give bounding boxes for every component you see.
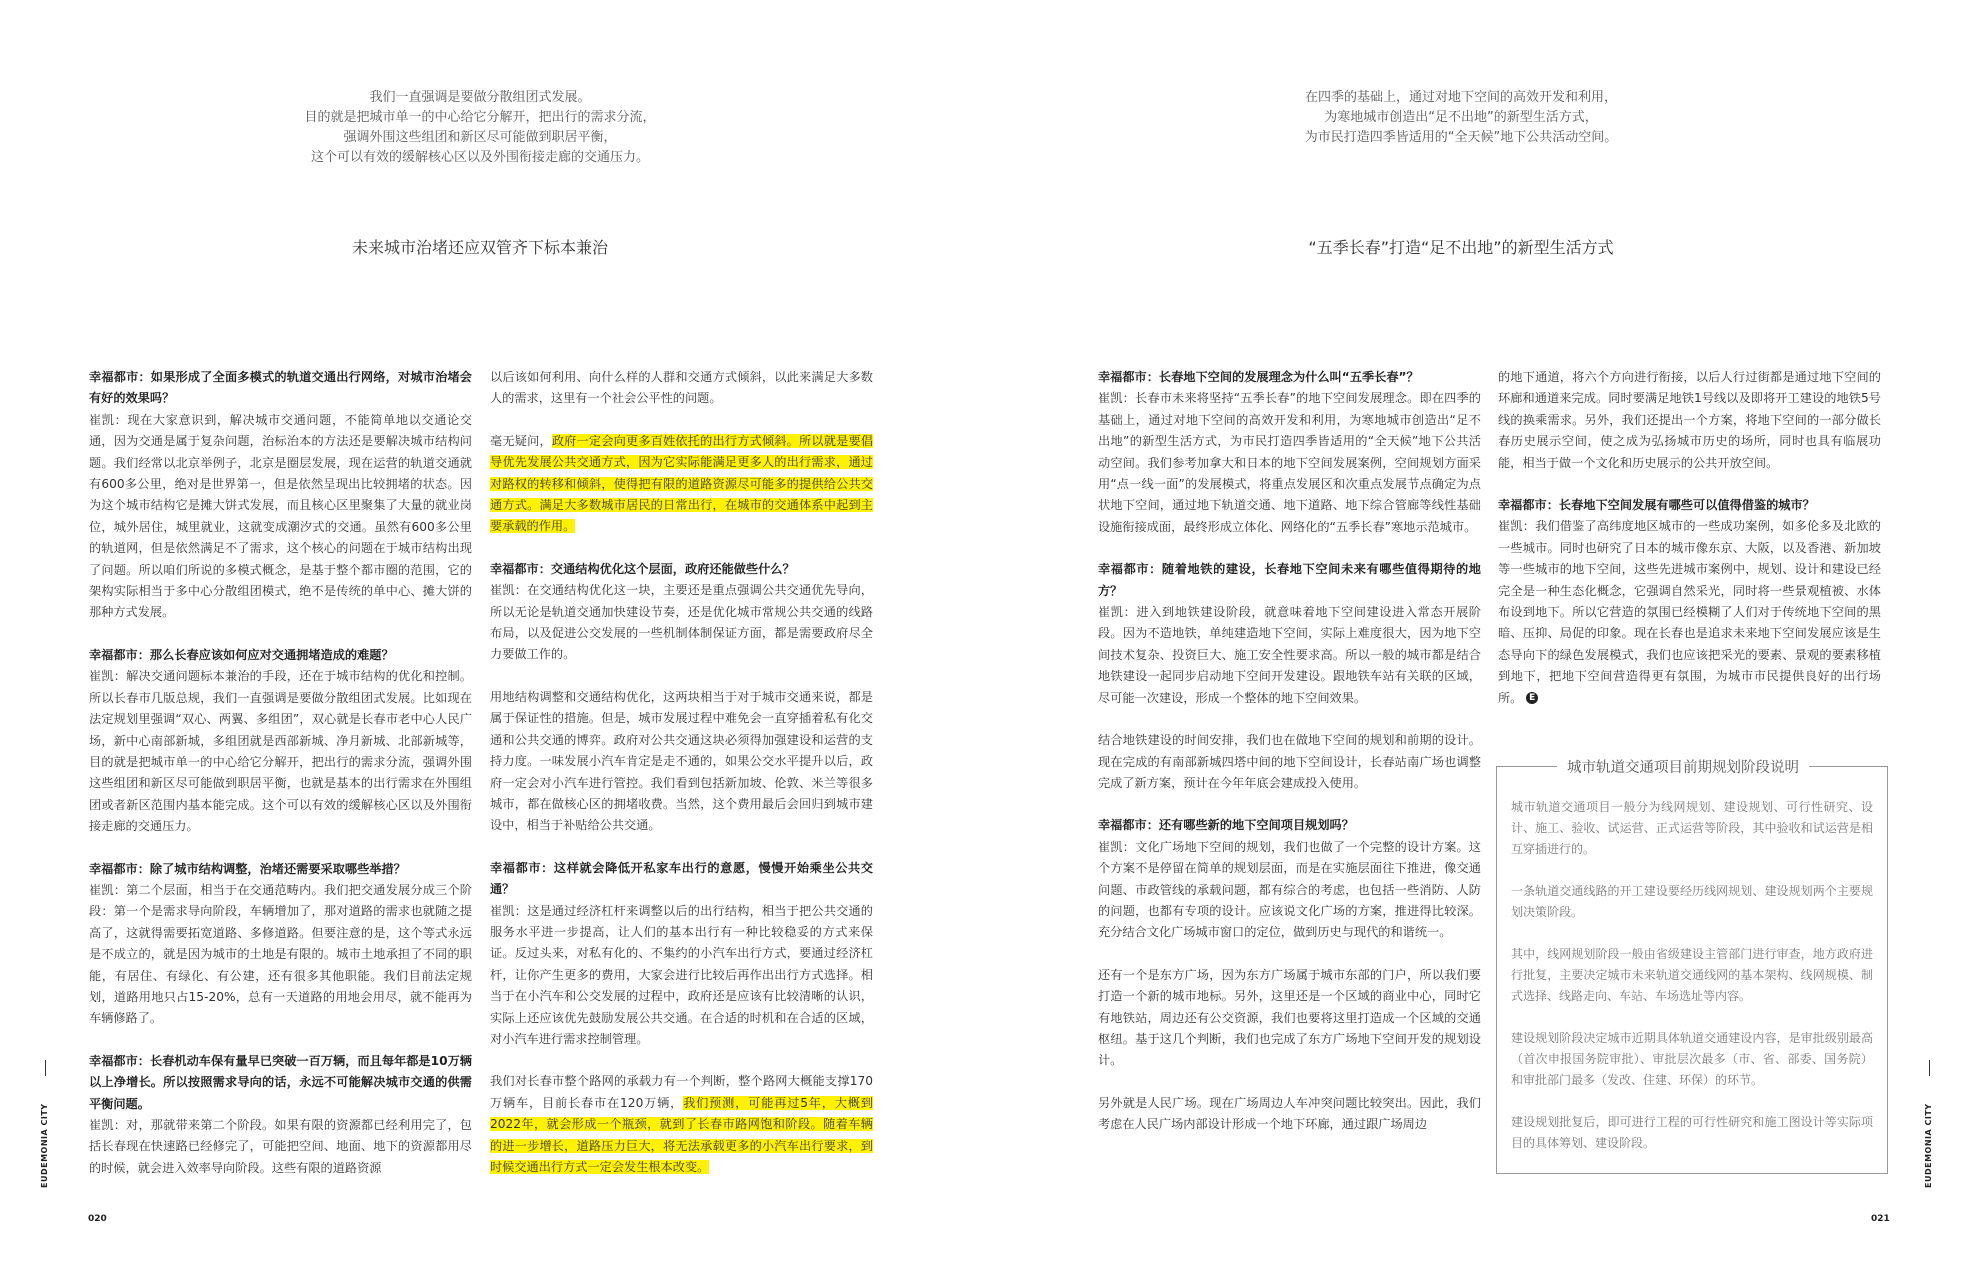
- interview-question: 幸福都市：如果形成了全面多模式的轨道交通出行网络，对城市治堵会有好的效果吗？: [89, 370, 472, 406]
- body-paragraph: [490, 431, 873, 538]
- interview-answer: 崔凯：第二个层面，相当于在交通范畴内。我们把交通发展分成三个阶段：第一个是需求导向阶段，车辆增加了，那对道路的需求也就随之提高了，这就得需要拓宽道路、多修道路。但要注意的是，这个等式永远是不成立的，就是因为城市的土地是有限的。城市土地承担了不同的职能，有居住、有绿化、有公建，还有很多其他职能。我们目前法定规划，道路用地只占15-20%，总有一天道路的用地会用尽，就不能再为车辆修路了。: [89, 882, 472, 1026]
- pull-quote-line: 这个可以有效的缓解核心区以及外围衔接走廊的交通压力。: [310, 150, 649, 165]
- interview-answer: 崔凯：解决交通问题标本兼治的手段，还在于城市结构的优化和控制。所以长春市几版总规，我们一直强调是要做分散组团式发展。比如现在法定规划里强调“双心、两翼、多组团”，双心就是长春市老中心人民广场，新中心南部新城，多组团就是西部新城、净月新城、北部新城等，目的就是把城市单一的中心给它分解开，把出行的需求分流，强调外围这些组团和新区尽可能做到职居平衡，也就是基本的出行需求在外围组团或者新区范围内基本能完成。这个可以有效的缓解核心区以及外围衔接走廊的交通压力。: [89, 669, 472, 834]
- sidebar-paragraph: 建设规划阶段决定城市近期具体轨道交通建设内容，是审批级别最高（首次申报国务院审批）、审批层次最多（市、省、部委、国务院）和审批部门最多（发改、住建、环保）的环节。: [1511, 1031, 1873, 1087]
- interview-qa: [1098, 815, 1481, 943]
- right-column-1: [1098, 367, 1481, 1157]
- folio-magazine-name: EUDEMONIA CITY: [40, 1103, 49, 1188]
- body-paragraph: 的地下通道，将六个方向进行衔接，以后人行过街都是通过地下空间的环廊和通道来完成。同时要满足地铁1号线以及即将开工建设的地铁5号线的换乘需求。另外，我们还提出一个方案，将地下空间的一部分做长春历史展示空间，使之成为弘扬城市历史的场所，同时也具有临展功能，相当于做一个文化和历史展示的公共开放空间。: [1498, 370, 1881, 470]
- end-of-article-icon: E: [1526, 692, 1538, 704]
- sidebar-title: 城市轨道交通项目前期规划阶段说明: [1557, 756, 1809, 777]
- interview-answer: 崔凯：这是通过经济杠杆来调整以后的出行结构，相当于把公共交通的服务水平进一步提高，让人们的基本出行有一种比较稳妥的方式来保证。反过头来，对私有化的、不集约的小汽车出行方式，要通过经济杠杆，让你产生更多的费用，大家会进行比较后再作出出行方式选择。相当于在小汽车和公交发展的过程中，政府还是应该有比较清晰的认识，实际上还应该优先鼓励发展公共交通。在合适的时机和在合适的区域，对小汽车进行需求控制管理。: [490, 903, 873, 1046]
- interview-question: 幸福都市：那么长春应该如何应对交通拥堵造成的难题？: [89, 647, 394, 662]
- interview-qa: [89, 859, 472, 1030]
- sidebar-paragraph: 其中，线网规划阶段一般由省级建设主管部门进行审查，地方政府进行批复，主要决定城市未来轨道交通线网的基本架构、线网规模、制式选择、线路走向、车站、车场选址等内容。: [1511, 947, 1873, 1003]
- interview-question: 幸福都市：长春地下空间发展有哪些可以值得借鉴的城市？: [1498, 498, 1815, 513]
- interview-qa: [490, 559, 873, 666]
- interview-question: 幸福都市：随着地铁的建设，长春地下空间未来有哪些值得期待的地方？: [1098, 562, 1481, 598]
- folio-magazine-name: EUDEMONIA CITY: [1924, 1103, 1933, 1188]
- body-text: 我们对长春市整个路网的承载力有一个判断，整个路网大概能支撑170万辆车，目前长春市在120万辆，: [490, 1074, 873, 1110]
- left-column-2: [490, 367, 873, 1199]
- folio-rule: [1929, 1060, 1930, 1076]
- interview-question: 幸福都市：除了城市结构调整，治堵还需要采取哪些举措？: [89, 861, 406, 876]
- highlighted-text: 我们预测，可能再过5年，大概到2022年，就会形成一个瓶颈，就到了长春市路网饱和阶段。随着车辆的进一步增长，道路压力巨大，将无法承载更多的小汽车出行要求，到时候交通出行方式一定会发生根本改变。: [490, 1095, 873, 1174]
- right-section-title: “五季长春”打造“足不出地”的新型生活方式: [1308, 238, 1614, 257]
- pull-quote-line: 为市民打造四季皆适用的“全天候”地下公共活动空间。: [1304, 130, 1618, 145]
- page-number: 021: [1871, 1214, 1890, 1224]
- page-number: 020: [88, 1214, 107, 1224]
- sidebar-body: [1511, 797, 1873, 1175]
- pull-quote-line: 在四季的基础上，通过对地下空间的高效开发和利用，: [1304, 90, 1617, 105]
- sidebar-paragraph: 建设规划批复后，即可进行工程的可行性研究和施工图设计等实际项目的具体筹划、建设阶段。: [1511, 1115, 1873, 1150]
- interview-question: 幸福都市：还有哪些新的地下空间项目规划吗？: [1098, 818, 1354, 833]
- pull-quote-line: 为寒地城市创造出“足不出地”的新型生活方式，: [1324, 110, 1598, 125]
- interview-answer: 崔凯：进入到地铁建设阶段，就意味着地下空间建设进入常态开展阶段。因为不造地铁，单纯建造地下空间，实际上难度很大，因为地下空间技术复杂、投资巨大、施工安全性要求高。所以一般的城市都是结合地铁建设一起同步启动地下空间开发建设。跟地铁车站有关联的区域，尽可能一次建设，形成一个整体的地下空间效果。: [1098, 605, 1481, 705]
- interview-answer: 崔凯：对，那就带来第二个阶段。如果有限的资源都已经利用完了，包括长春现在快速路已经修完了，可能把空间、地面、地下的资源都用尽的时候，就会进入效率导向阶段。这些有限的道路资源: [89, 1118, 472, 1175]
- interview-question: 幸福都市：长春地下空间的发展理念为什么叫“五季长春”？: [1098, 370, 1419, 384]
- body-paragraph: [490, 1071, 873, 1178]
- interview-qa: [89, 1051, 472, 1179]
- interview-answer: 崔凯：长春市未来将坚持“五季长春”的地下空间发展理念。即在四季的基础上，通过对地下空间的高效开发和利用，为寒地城市创造出“足不出地”的新型生活方式，为市民打造四季皆适用的“全天候”地下公共活动空间。我们参考加拿大和日本的地下空间发展案例，空间规划方面采用“点一线一面”的发展模式，将重点发展区和次重点发展节点确定为点状地下空间，通过地下轨道交通、地下道路、地下综合管廊等线性基础设施衔接成面，最终形成立体化、网络化的“五季长春”寒地示范城市。: [1098, 391, 1481, 534]
- left-pull-quote: [250, 88, 710, 168]
- left-section-title: 未来城市治堵还应双管齐下标本兼治: [351, 238, 608, 257]
- interview-answer: 崔凯：在交通结构优化这一块，主要还是重点强调公共交通优先导向，所以无论是轨道交通加快建设节奏，还是优化城市常规公共交通的线路布局，以及促进公交发展的一些机制体制保证方面，都是需要政府尽全力要做工作的。: [490, 583, 873, 662]
- interview-qa: [490, 858, 873, 1051]
- interview-answer: 崔凯：文化广场地下空间的规划，我们也做了一个完整的设计方案。这个方案不是停留在简单的规划层面，而是在实施层面往下推进，像交通问题、市政管线的承载问题，都有综合的考虑，也包括一些消防、人防的问题，也都有专项的设计。应该说文化广场的方案，推进得比较深。充分结合文化广场城市窗口的定位，做到历史与现代的和谐统一。: [1098, 839, 1481, 940]
- interview-answer: 崔凯：我们借鉴了高纬度地区城市的一些成功案例，如多伦多及北欧的一些城市。同时也研究了日本的城市像东京、大阪，以及香港、新加坡等一些城市的地下空间，这些先进城市案例中，规划、设计和建设已经完全是一种生态化概念，它强调自然采光，同时将一些景观植被、水体布设到地下。所以它营造的氛围已经模糊了人们对于传统地下空间的黑暗、压抑、局促的印象。现在长春也是追求未来地下空间发展应该是生态导向下的绿色发展模式，我们也应该把采光的要素、景观的要素移植到地下，把地下空间营造得更有氛围，为城市市民提供良好的出行场所。: [1498, 519, 1881, 705]
- folio-rule: [45, 1060, 46, 1076]
- pull-quote-line: 目的就是把城市单一的中心给它分解开，把出行的需求分流，: [304, 110, 656, 125]
- interview-question: 幸福都市：长春机动车保有量早已突破一百万辆，而且每年都是10万辆以上净增长。所以按照需求导向的话，永远不可能解决城市交通的供需平衡问题。: [89, 1053, 472, 1111]
- sidebar-paragraph: 一条轨道交通线路的开工建设要经历线网规划、建设规划两个主要规划决策阶段。: [1511, 884, 1873, 919]
- interview-qa: [89, 367, 472, 624]
- sidebar-box: [1496, 760, 1888, 1174]
- body-paragraph: 另外就是人民广场。现在广场周边人车冲突问题比较突出。因此，我们考虑在人民广场内部设计形成一个地下环廊，通过跟广场周边: [1098, 1095, 1481, 1132]
- body-text: 毫无疑问，: [490, 433, 552, 448]
- interview-answer: 崔凯：现在大家意识到，解决城市交通问题，不能简单地以交通论交通，因为交通是属于复杂问题，治标治本的方法还是要解决城市结构问题。我们经常以北京举例子，北京是圈层发展，现在运营的轨道交通就有600多公里，绝对是世界第一，但是依然呈现出比较拥堵的状态。因为这个城市结构它是摊大饼式发展，而且核心区里聚集了大量的就业岗位，城外居住，城里就业，这就变成潮汐式的交通。虽然有600多公里的轨道网，但是依然满足不了需求，这个核心的问题在于城市结构出现了问题。所以咱们所说的多模式概念，是基于整个都市圈的范围，它的架构实际相当于多中心分散组团模式，绝不是传统的单中心、摊大饼的那种方式发展。: [89, 412, 472, 620]
- body-paragraph: 以后该如何利用、向什么样的人群和交通方式倾斜，以此来满足大多数人的需求，这里有一个社会公平性的问题。: [490, 370, 873, 406]
- pull-quote-line: 我们一直强调是要做分散组团式发展。: [369, 90, 591, 105]
- right-pull-quote: [1251, 88, 1671, 148]
- interview-qa: [1098, 559, 1481, 709]
- sidebar-paragraph: 城市轨道交通项目一般分为线网规划、建设规划、可行性研究、设计、施工、验收、试运营、正式运营等阶段，其中验收和试运营是相互穿插进行的。: [1511, 800, 1873, 856]
- body-paragraph: 还有一个是东方广场，因为东方广场属于城市东部的门户，所以我们要打造一个新的城市地标。另外，这里还是一个区域的商业中心，同时它有地铁站，周边还有公交资源，我们也要将这里打造成一个区域的交通枢纽。基于这几个判断，我们也完成了东方广场地下空间开发的规划设计。: [1098, 967, 1481, 1068]
- left-column-1: [89, 367, 472, 1200]
- right-column-2: [1498, 367, 1881, 730]
- interview-qa: [89, 645, 472, 838]
- body-paragraph: 结合地铁建设的时间安排，我们也在做地下空间的规划和前期的设计。现在完成的有南部新城四塔中间的地下空间设计，长春站南广场也调整完成了新方案，预计在今年年底会建成投入使用。: [1098, 733, 1481, 790]
- interview-qa: [1098, 367, 1481, 538]
- interview-question: 幸福都市：交通结构优化这个层面，政府还能做些什么？: [490, 561, 795, 576]
- interview-question: 幸福都市：这样就会降低开私家车出行的意愿，慢慢开始乘坐公共交通？: [490, 860, 873, 897]
- pull-quote-line: 强调外围这些组团和新区尽可能做到职居平衡，: [343, 130, 617, 145]
- interview-qa: [1498, 495, 1881, 709]
- highlighted-text: 政府一定会向更多百姓依托的出行方式倾斜。所以就是要倡导优先发展公共交通方式，因为它实际能满足更多人的出行需求，通过对路权的转移和倾斜，使得把有限的道路资源尽可能多的提供给公共交通方式。满足大多数城市居民的日常出行，在城市的交通体系中起到主要承载的作用。: [490, 433, 874, 534]
- body-paragraph: 用地结构调整和交通结构优化，这两块相当于对于城市交通来说，都是属于保证性的措施。但是，城市发展过程中难免会一直穿插着私有化交通和公共交通的博弈。政府对公共交通这块必须得加强建设和运营的支持力度。一味发展小汽车肯定是走不通的，如果公交水平提升以后，政府一定会对小汽车进行管控。我们看到包括新加坡、伦敦、米兰等很多城市，都在做核心区的拥堵收费。当然，这个费用最后会回归到城市建设中，相当于补贴给公共交通。: [490, 689, 873, 833]
